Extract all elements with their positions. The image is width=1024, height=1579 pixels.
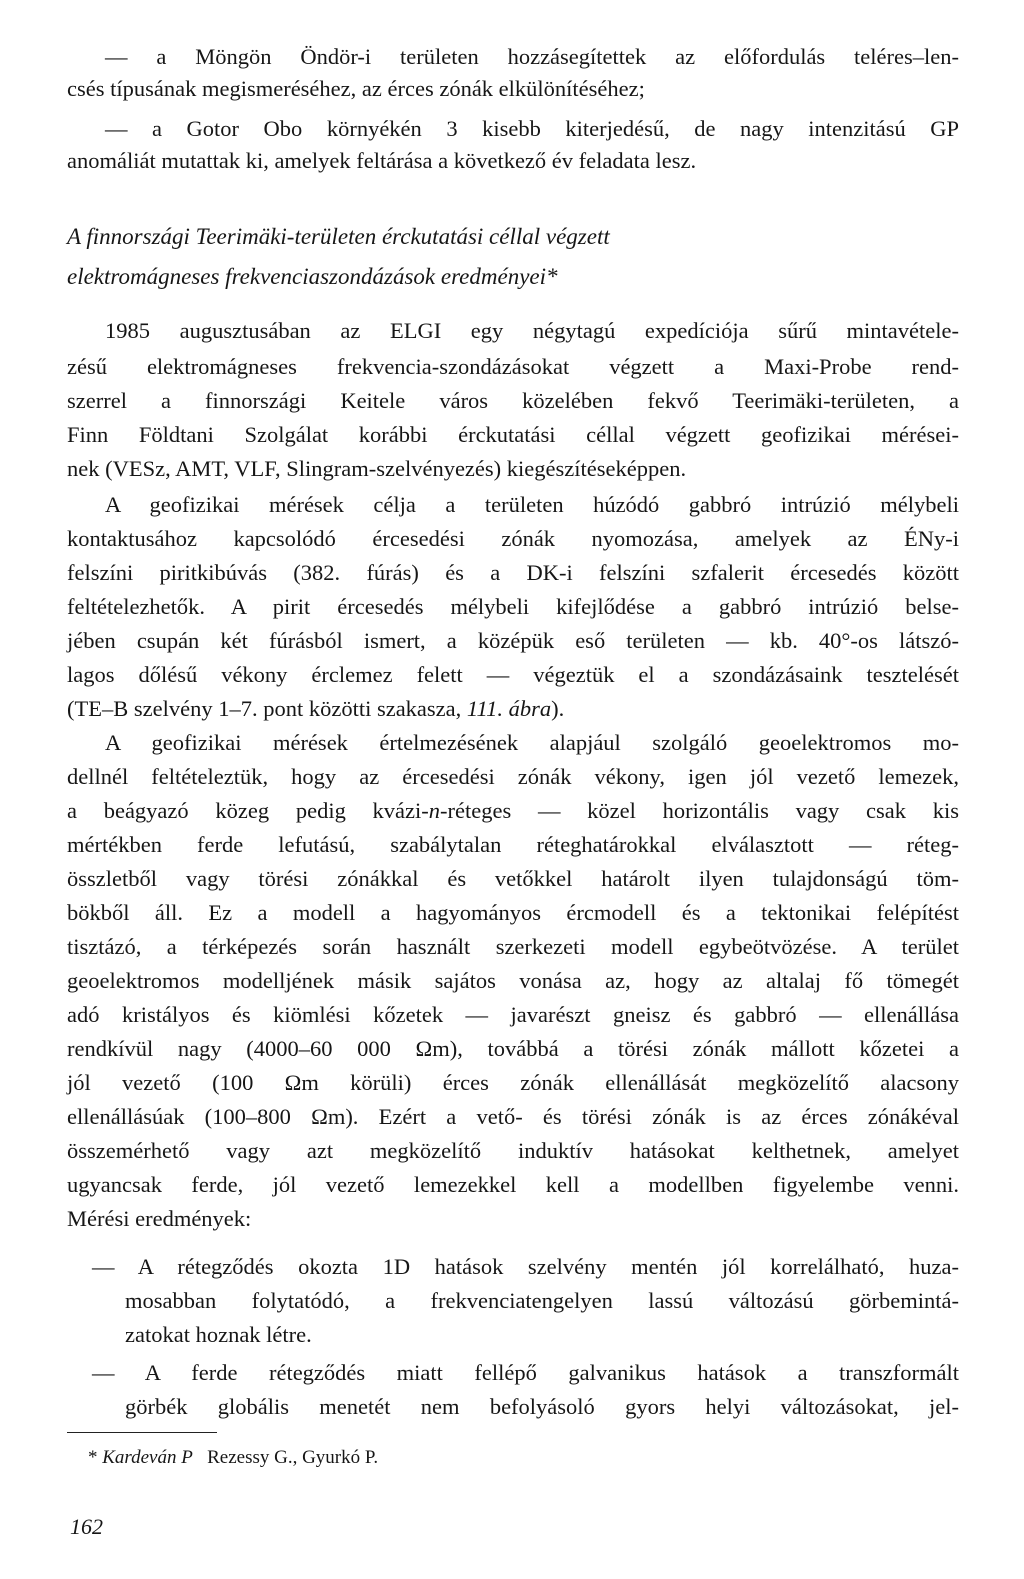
body-line: összemérhető vagy azt megközelítő induktív hatásokat kelthetnek, amelyet: [67, 1138, 959, 1163]
body-line: Mérési eredmények:: [67, 1206, 252, 1231]
body-line: geoelektromos modelljének másik sajátos vonása az, hogy az altalaj fő tömegét: [67, 968, 959, 993]
body-line: szerrel a finnországi Keitele város közelében fekvő Teerimäki-területen, a: [67, 388, 959, 413]
body-line: jében csupán két fúrásból ismert, a középük eső területen — kb. 40°-os látszó-: [67, 628, 959, 653]
list-line: — a Gotor Obo környékén 3 kisebb kiterjedésű, de nagy intenzitású GP: [105, 116, 959, 141]
body-text: ).: [551, 696, 565, 721]
figure-reference: 111. ábra: [466, 696, 552, 721]
body-line: dellnél feltételeztük, hogy az ércesedési zónák vékony, igen jól vezető lemezek,: [67, 764, 959, 789]
body-line: tisztázó, a térképezés során használt szerkezeti modell egybeötvözése. A terület: [67, 934, 959, 959]
list-line: csés típusának megismeréséhez, az érces zónák elkülönítéséhez;: [67, 76, 645, 101]
result-item: — A rétegződés okozta 1D hatások szelvény mentén jól korrelálható, huza-: [92, 1254, 959, 1279]
body-line: A geofizikai mérések célja a területen húzódó gabbró intrúzió mélybeli: [105, 492, 959, 517]
variable-n: n: [428, 798, 441, 823]
body-line: 1985 augusztusában az ELGI egy négytagú expedíciója sűrű mintavétele-: [105, 318, 959, 343]
body-line: zésű elektromágneses frekvencia-szondázásokat végzett a Maxi-Probe rend-: [67, 354, 959, 379]
body-line: [67, 796, 959, 826]
body-line: ugyancsak ferde, jól vezető lemezekkel kell a modellben figyelembe venni.: [67, 1172, 959, 1197]
body-line: kontaktusához kapcsolódó ércesedési zónák nyomozása, amelyek az ÉNy-i: [67, 526, 959, 551]
body-line: adó kristályos és kiömlési kőzetek — javarészt gneisz és gabbró — ellenállása: [67, 1002, 959, 1027]
body-line: bökből áll. Ez a modell a hagyományos ércmodell és a tektonikai felépítést: [67, 900, 959, 925]
body-text: (TE–B szelvény 1–7. pont közötti szakasza,: [67, 696, 467, 721]
section-heading: A finnországi Teerimäki-területen érckutatási céllal végzett: [67, 224, 610, 249]
body-line: A geofizikai mérések értelmezésének alapjául szolgáló geoelektromos mo-: [105, 730, 959, 755]
result-item: görbék globális menetét nem befolyásoló gyors helyi változásokat, jel-: [125, 1394, 959, 1419]
body-line: ellenállásúak (100–800 Ωm). Ezért a vető- és törési zónák is az érces zónákéval: [67, 1104, 959, 1129]
body-line: nek (VESz, AMT, VLF, Slingram-szelvényezés) kiegészítéseképpen.: [67, 456, 687, 481]
list-line: anomáliát mutattak ki, amelyek feltárása a következő év feladata lesz.: [67, 148, 697, 173]
body-line: felszíni piritkibúvás (382. fúrás) és a DK-i felszíni szfalerit ércesedés között: [67, 560, 959, 585]
body-text: -réteges — közel horizontális vagy csak kis: [440, 798, 959, 823]
section-heading: elektromágneses frekvenciaszondázások eredményei*: [67, 264, 558, 289]
body-line: [67, 694, 959, 724]
result-item: — A ferde rétegződés miatt fellépő galvanikus hatások a transzformált: [92, 1360, 959, 1385]
footnote-coauthors: Rezessy G., Gyurkó P.: [207, 1447, 379, 1468]
footnote-rule: [67, 1432, 217, 1433]
page-number: 162: [70, 1514, 103, 1539]
body-text: a beágyazó közeg pedig kvázi-: [67, 798, 429, 823]
footnote-mark: *: [88, 1447, 98, 1468]
body-line: feltételezhetők. A pirit ércesedés mélybeli kifejlődése a gabbró intrúzió belse-: [67, 594, 959, 619]
body-line: Finn Földtani Szolgálat korábbi érckutatási céllal végzett geofizikai mérései-: [67, 422, 959, 447]
body-line: összletből vagy törési zónákkal és vetőkkel határolt ilyen tulajdonságú töm-: [67, 866, 959, 891]
body-line: mértékben ferde lefutású, szabálytalan réteghatárokkal elválasztott — réteg-: [67, 832, 959, 857]
body-line: rendkívül nagy (4000–60 000 Ωm), továbbá a törési zónák mállott kőzetei a: [67, 1036, 959, 1061]
footnote-author: Kardeván P: [102, 1447, 193, 1468]
body-line: jól vezető (100 Ωm körüli) érces zónák ellenállását megközelítő alacsony: [67, 1070, 959, 1095]
body-line: lagos dőlésű vékony érclemez felett — végeztük el a szondázásaink tesztelését: [67, 662, 959, 687]
footnote: [88, 1445, 378, 1471]
result-item: zatokat hoznak létre.: [125, 1322, 312, 1347]
list-line: — a Möngön Öndör-i területen hozzásegítettek az előfordulás teléres–len-: [105, 44, 959, 69]
result-item: mosabban folytatódó, a frekvenciatengelyen lassú változású görbemintá-: [125, 1288, 959, 1313]
